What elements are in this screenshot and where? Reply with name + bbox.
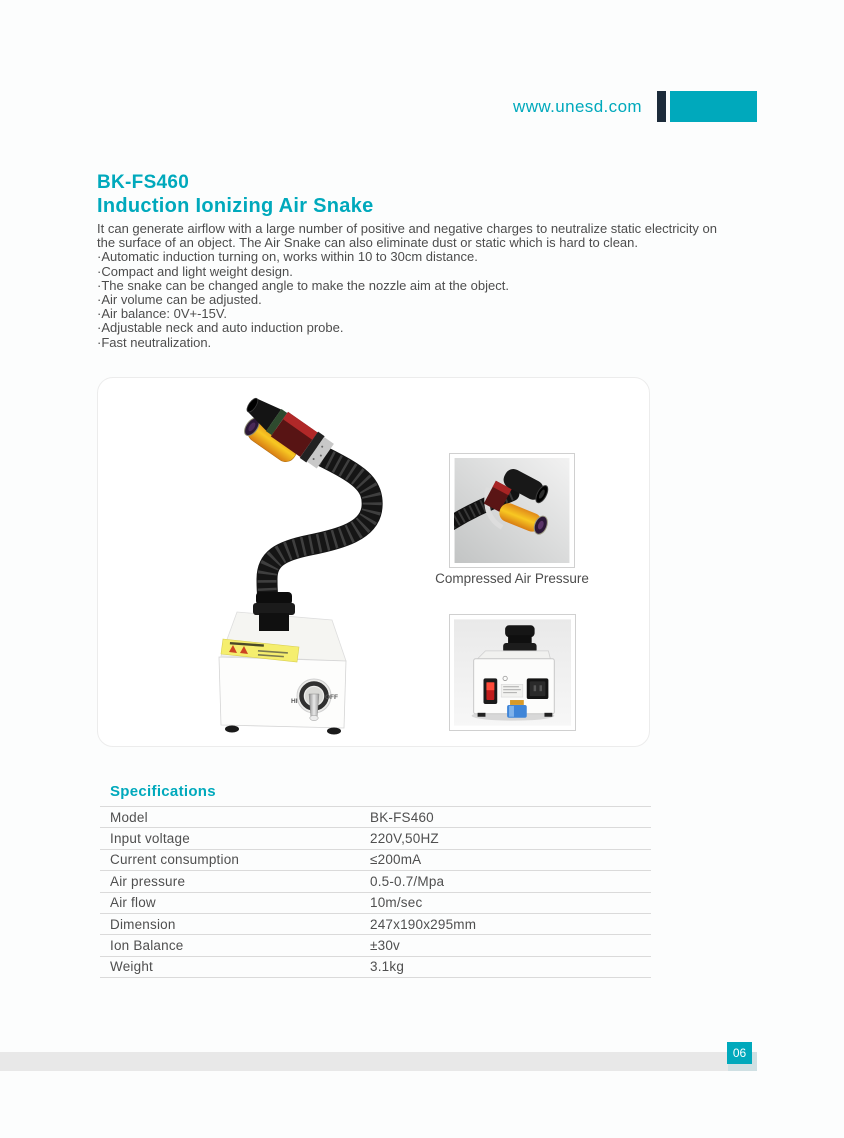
- nozzle-closeup-image: [454, 458, 570, 563]
- table-row: [100, 828, 651, 849]
- feature-item: ·The snake can be changed angle to make the nozzle aim at the object.: [97, 277, 509, 293]
- spec-value: 0.5-0.7/Mpa: [370, 873, 445, 889]
- product-description: [97, 222, 717, 350]
- gooseneck-hose: [267, 456, 372, 612]
- hose-gland: [253, 592, 295, 631]
- specifications-table: [100, 806, 651, 978]
- table-row: [100, 893, 651, 914]
- feature-item: ·Adjustable neck and auto induction probe.: [97, 320, 344, 336]
- spec-value: ≤200mA: [370, 852, 422, 868]
- table-row: [100, 850, 651, 871]
- table-row: [100, 807, 651, 828]
- table-row: [100, 914, 651, 935]
- spec-label: Air pressure: [110, 873, 186, 889]
- product-name-title: Induction Ionizing Air Snake: [97, 195, 374, 217]
- power-socket: [527, 678, 549, 699]
- product-image-panel: [97, 377, 650, 747]
- spec-label: Input voltage: [110, 831, 190, 847]
- spec-value: 10m/sec: [370, 895, 423, 911]
- feature-item: ·Automatic induction turning on, works within 10 to 30cm distance.: [97, 249, 478, 265]
- feature-item: ·Fast neutralization.: [97, 334, 212, 350]
- spec-value: 247x190x295mm: [370, 916, 477, 932]
- air-snake-product-image: [110, 380, 410, 740]
- spec-label: Weight: [110, 959, 153, 975]
- spec-value: 3.1kg: [370, 959, 405, 975]
- nozzle-head: [233, 390, 335, 480]
- switch-hi-label: HI: [291, 698, 298, 705]
- feature-item: ·Air volume can be adjusted.: [97, 292, 262, 308]
- description-line: the surface of an object. The Air Snake can also eliminate dust or static which is hard to clean.: [97, 235, 638, 251]
- feature-item: ·Compact and light weight design.: [97, 263, 293, 279]
- spec-label: Air flow: [110, 895, 156, 911]
- spec-label: Current consumption: [110, 852, 240, 868]
- spec-label: Ion Balance: [110, 938, 184, 954]
- power-unit-back-image: [454, 619, 571, 726]
- table-row: [100, 871, 651, 892]
- brand-bar-teal: [670, 91, 757, 122]
- brand-bar-dark: [657, 91, 666, 122]
- nozzle-closeup-thumbnail: [449, 453, 575, 568]
- spec-value: ±30v: [370, 938, 400, 954]
- footer-bar: [0, 1052, 757, 1071]
- site-url[interactable]: www.unesd.com: [513, 97, 642, 116]
- page-number-badge: 06: [727, 1042, 752, 1064]
- spec-label: Dimension: [110, 916, 176, 932]
- spec-label: Model: [110, 809, 148, 825]
- feature-item: ·Air balance: 0V+-15V.: [97, 306, 227, 322]
- power-unit-back-thumbnail: [449, 614, 576, 731]
- product-model-title: BK-FS460: [97, 172, 190, 193]
- thumbnail-caption: Compressed Air Pressure: [435, 571, 589, 586]
- table-row: [100, 935, 651, 956]
- air-inlet-fitting: [507, 700, 527, 718]
- specifications-title: Specifications: [110, 783, 216, 800]
- table-row: [100, 957, 651, 978]
- switch-off-label: OFF: [325, 694, 338, 701]
- spec-value: 220V,50HZ: [370, 831, 439, 847]
- base-unit: [219, 592, 346, 735]
- power-rocker-switch: [483, 678, 497, 704]
- description-line: It can generate airflow with a large number of positive and negative charges to neutralize static electricity on: [97, 221, 718, 236]
- spec-value: BK-FS460: [370, 809, 434, 825]
- rating-label: [501, 684, 523, 697]
